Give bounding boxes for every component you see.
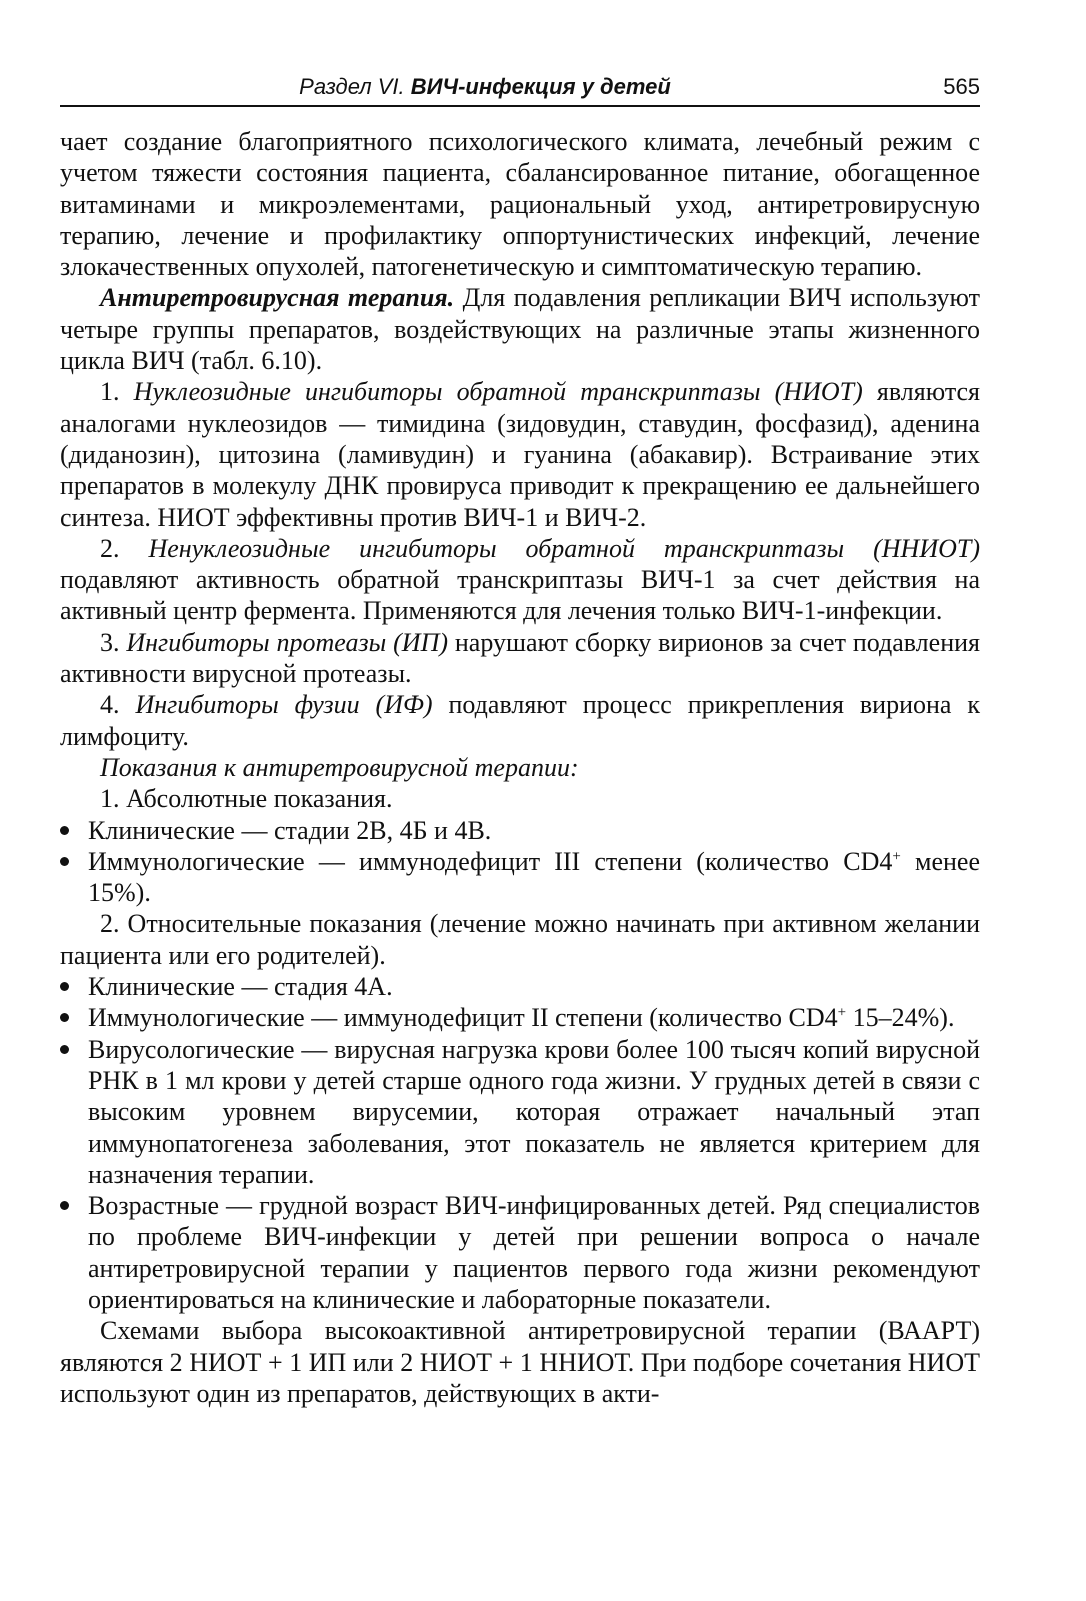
bullet-text: менее 15%). [88,846,980,908]
item-text: подавляют активность обратной транскриптазы ВИЧ-1 за счет действия на активный центр фермента. Применяются для лечения только ВИЧ-1-инфекции. [60,565,980,626]
bullet-text: Возрастные — грудной возраст ВИЧ-инфицированных детей. Ряд специалистов по проблеме ВИЧ-инфекции у детей при решении вопроса о начале антиретровирусной терапии у пациентов первого года жизни рекомендуют ориентироваться на клинические и лабораторные показатели. [88,1191,980,1314]
page-number: 565 [943,74,980,99]
bullet-icon [60,982,69,991]
item-term: Ненуклеозидные ингибиторы обратной транскриптазы (ННИОТ) [148,533,981,563]
item-text: являются аналогами нуклеозидов — тимидина (зидовудин, ставудин, фосфазид), аденина (диданозин), цитозина (ламивудин) и гуанина (абакавир). Встраивание этих препаратов в молекулу ДНК провируса приводит к прекращению ее дальнейшего синтеза. НИОТ эффективны против ВИЧ-1 и ВИЧ-2. [60,377,980,532]
bullet-text: Вирусологические — вирусная нагрузка крови более 100 тысяч копий вирусной РНК в 1 мл крови у детей старше одного года жизни. У грудных детей в связи с высоким уровнем вирусемии, которая отражает начальный этап иммунопатогенеза заболевания, этот показатель не является критерием для назначения терапии. [88,1034,980,1189]
bullet-text: Клинические — стадия 4А. [88,972,393,1002]
section-label: Раздел VI. [299,74,405,99]
item-number: 3. [100,627,127,657]
relative-indications: 2. Относительные показания (лечение можно начинать при активном желании пациента или его родителей). [60,909,980,970]
bullet-icon [60,1201,69,1210]
item-term: Нуклеозидные ингибиторы обратной транскриптазы (НИОТ) [133,377,863,407]
bullet-item [60,815,980,846]
indications-heading: Показания к антиретровирусной терапии: [100,752,579,782]
superscript: + [892,848,901,865]
bullet-item [60,1002,980,1033]
bullet-icon [60,1045,69,1054]
item-number: 2. [100,533,149,563]
absolute-indications: 1. Абсолютные показания. [100,784,393,814]
bullet-icon [60,857,69,866]
bullet-text: 15–24%). [846,1003,955,1033]
item-text: нарушают сборку вирионов за счет подавления активности вирусной протеазы. [60,627,980,689]
bullet-item [60,1034,980,1190]
intro-paragraph: чает создание благоприятного психологического климата, лечебный режим с учетом тяжести состояния пациента, сбалансированное питание, обогащенное витаминами и микроэлементами, рациональный уход, антиретровирусную терапию, лечение и профилактику оппортунистических инфекций, лечение злокачественных опухолей, патогенетическую и симптоматическую терапию. [60,127,980,282]
page-header [60,72,980,106]
body-text [60,126,980,1409]
drug-group-3 [60,627,980,690]
bullet-item [60,846,980,909]
bullet-text: Клинические — стадии 2В, 4Б и 4В. [88,815,492,845]
bullet-icon [60,1013,69,1022]
bullet-item [60,971,980,1002]
haart-paragraph: Схемами выбора высокоактивной антиретровирусной терапии (ВААРТ) являются 2 НИОТ + 1 ИП или 2 НИОТ + 1 ННИОТ. При подборе сочетания НИОТ используют один из препаратов, действующих в акти- [60,1316,980,1408]
bullet-item [60,1190,980,1315]
chapter-title: ВИЧ-инфекция у детей [410,74,671,99]
superscript: + [837,1004,847,1021]
item-term: Ингибиторы фузии (ИФ) [135,690,433,720]
art-paragraph [60,282,980,376]
art-text: Для подавления репликации ВИЧ используют четыре группы препаратов, воздействующих на различные этапы жизненного цикла ВИЧ (табл. 6.10). [60,283,980,376]
bullet-text: Иммунологические — иммунодефицит II степени (количество CD4 [88,1003,838,1033]
item-number: 4. [100,690,136,720]
running-title [60,72,910,102]
item-term: Ингибиторы протеазы (ИП) [126,627,448,657]
bullet-text: Иммунологические — иммунодефицит III степени (количество CD4 [88,846,893,876]
drug-group-1 [60,376,980,532]
header-divider [60,105,980,107]
drug-group-2 [60,533,980,627]
item-number: 1. [100,377,134,407]
art-heading: Антиретровирусная терапия. [100,283,455,313]
drug-group-4 [60,689,980,752]
bullet-icon [60,826,69,835]
item-text: подавляют процесс прикрепления вириона к лимфоциту. [60,690,981,751]
